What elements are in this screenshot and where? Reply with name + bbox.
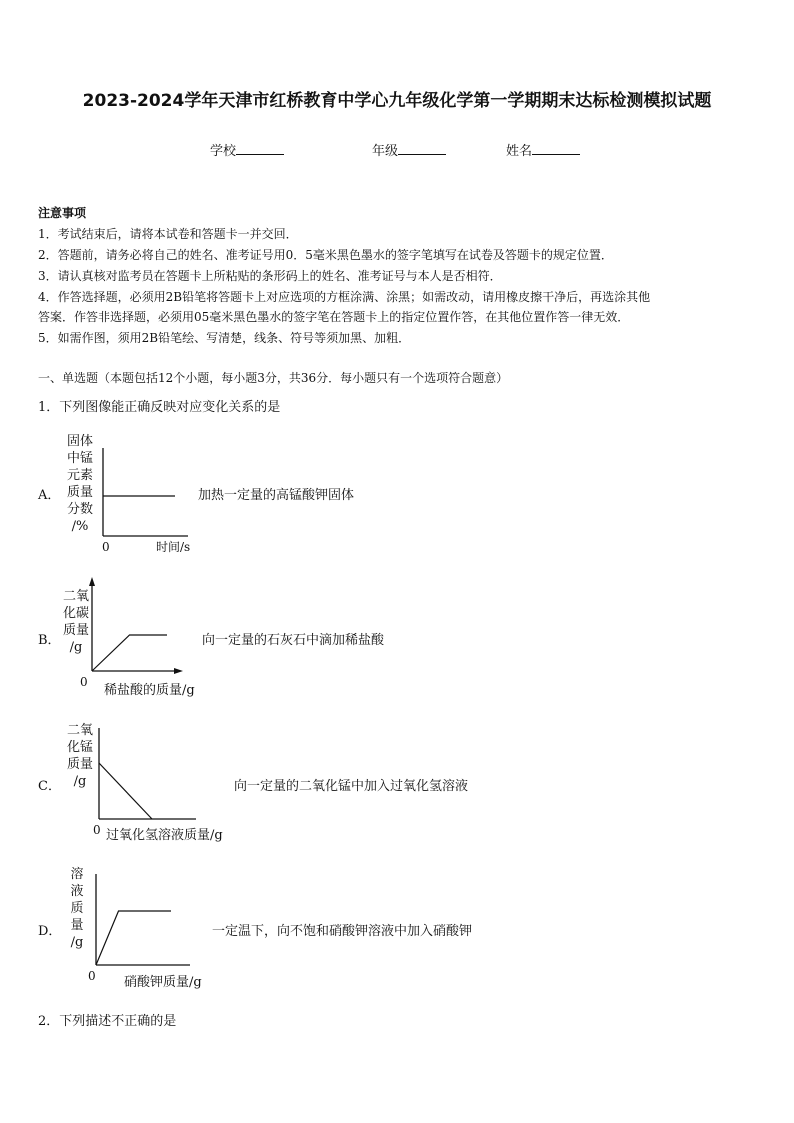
option-b-description: 向一定量的石灰石中滴加稀盐酸 <box>202 633 385 648</box>
option-a-description: 加热一定量的高锰酸钾固体 <box>198 488 355 503</box>
origin-label: 0 <box>80 675 88 689</box>
option-c-letter[interactable]: C． <box>38 779 61 794</box>
ylabel-line: 质量 <box>62 623 89 638</box>
ylabel-line: 中锰 <box>66 451 93 466</box>
option-a-xlabel: 时间/s <box>156 540 191 554</box>
ylabel-line: 元素 <box>66 468 93 483</box>
notes-heading: 注意事项 <box>38 206 87 220</box>
option-a-letter[interactable]: A． <box>38 488 61 503</box>
question-2: 2．下列描述不正确的是 <box>38 1014 177 1029</box>
note-item: 3．请认真核对监考员在答题卡上所粘贴的条形码上的姓名、准考证号与本人是否相符． <box>38 269 502 283</box>
name-label: 姓名 <box>506 144 533 159</box>
origin-label: 0 <box>102 540 110 554</box>
note-item: 4．作答选择题，必须用2B铅笔将答题卡上对应选项的方框涂满、涂黑；如需改动，请用橡皮擦干净后，再选涂其他 <box>38 290 651 304</box>
option-d-description: 一定温下，向不饱和硝酸钾溶液中加入硝酸钾 <box>212 924 473 939</box>
ylabel-line: /g <box>69 640 83 655</box>
option-c-description: 向一定量的二氧化锰中加入过氧化氢溶液 <box>234 779 469 794</box>
ylabel-line: 化锰 <box>66 740 93 755</box>
curve-d <box>96 911 171 965</box>
school-label: 学校 <box>210 144 237 159</box>
option-d-letter[interactable]: D． <box>38 924 62 939</box>
section-heading: 一、单选题（本题包括12个小题，每小题3分，共36分．每小题只有一个选项符合题意） <box>38 371 509 385</box>
page-title: 2023-2024学年天津市红桥教育中学心九年级化学第一学期期末达标检测模拟试题 <box>82 91 712 111</box>
ylabel-line: 质 <box>70 901 84 916</box>
note-item: 5．如需作图，须用2B铅笔绘、写清楚，线条、符号等须加黑、加粗． <box>38 331 411 345</box>
ylabel-line: 溶 <box>70 867 84 882</box>
note-item: 答案．作答非选择题，必须用05毫米黑色墨水的签字笔在答题卡上的指定位置作答，在其他位置作答一律无效． <box>38 310 630 324</box>
note-item: 2．答题前，请务必将自己的姓名、准考证号用0．5毫米黑色墨水的签字笔填写在试卷及答题卡的规定位置． <box>38 248 613 262</box>
ylabel-line: /g <box>70 935 84 950</box>
ylabel-line: 量 <box>70 918 84 933</box>
ylabel-line: 质量 <box>66 485 93 500</box>
ylabel-line: /g <box>73 774 87 789</box>
ylabel-line: 化碳 <box>62 606 89 621</box>
ylabel-line: /% <box>71 519 89 534</box>
option-d-xlabel: 硝酸钾质量/g <box>124 975 202 990</box>
option-b-xlabel: 稀盐酸的质量/g <box>104 683 195 698</box>
ylabel-line: 液 <box>70 884 84 899</box>
grade-label: 年级 <box>372 144 399 159</box>
ylabel-line: 二氧 <box>66 723 93 738</box>
origin-label: 0 <box>88 969 96 983</box>
ylabel-line: 质量 <box>66 757 93 772</box>
origin-label: 0 <box>93 823 101 837</box>
ylabel-line: 固体 <box>66 434 93 449</box>
note-item: 1．考试结束后，请将本试卷和答题卡一并交回． <box>38 227 298 241</box>
option-b-letter[interactable]: B． <box>38 633 61 648</box>
ylabel-line: 二氧 <box>62 589 89 604</box>
ylabel-line: 分数 <box>66 502 93 517</box>
question-1: 1．下列图像能正确反映对应变化关系的是 <box>38 400 281 415</box>
option-c-xlabel: 过氧化氢溶液质量/g <box>106 828 223 843</box>
